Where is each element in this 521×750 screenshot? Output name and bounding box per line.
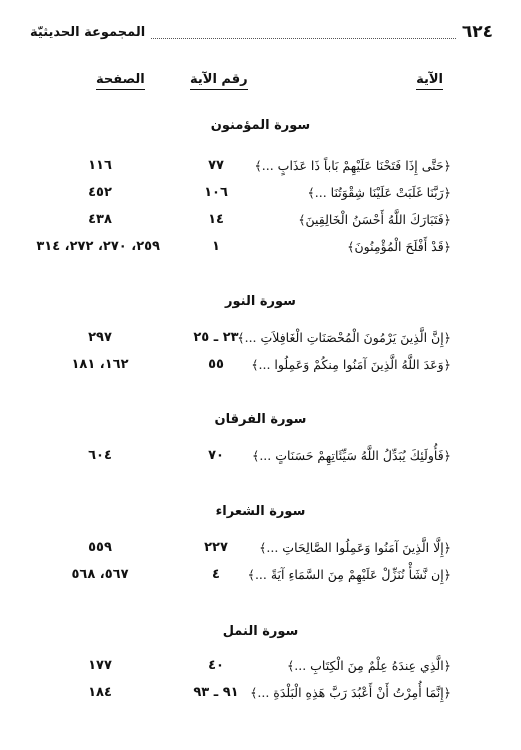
ayah-number: ١	[212, 239, 220, 254]
page-reference: ١٦٢، ١٨١	[71, 357, 129, 372]
page-reference: ٤٥٢	[88, 185, 112, 200]
table-row	[0, 330, 521, 357]
surah-section	[0, 412, 521, 475]
ayah-number: ٤٠	[208, 658, 224, 673]
surah-title: سورة الشعراء	[215, 504, 306, 519]
table-row	[0, 212, 521, 239]
page-reference: ٢٩٧	[88, 330, 112, 345]
ayah-number: ١٠٦	[204, 185, 228, 200]
verse-text: ﴿إِنَّمَا أُمِرْتُ أَنْ أَعْبُدَ رَبَّ هَذِهِ الْبَلْدَةِ ...﴾	[250, 685, 451, 700]
surah-section	[0, 118, 521, 266]
verse-text: ﴿فَتَبَارَكَ اللَّهُ أَحْسَنُ الْخَالِقِينَ﴾	[298, 212, 451, 227]
table-row	[0, 239, 521, 266]
table-row	[0, 448, 521, 475]
ayah-number: ٤	[212, 567, 220, 582]
page-reference: ١٧٧	[88, 658, 112, 673]
surah-title: سورة المؤمنون	[210, 118, 311, 133]
page-reference: ٤٣٨	[88, 212, 112, 227]
page-reference: ١١٦	[88, 158, 112, 173]
dotted-leader	[151, 26, 456, 39]
table-row	[0, 158, 521, 185]
table-row	[0, 685, 521, 712]
page-number: ٦٢٤	[461, 22, 493, 42]
page-reference: ١٨٤	[88, 685, 112, 700]
table-row	[0, 357, 521, 384]
verse-text: ﴿حَتَّى إِذَا فَتَحْنَا عَلَيْهِمْ بَاباً ذَا عَذَابٍ ...﴾	[254, 158, 451, 173]
ayah-number: ١٤	[208, 212, 224, 227]
verse-text: ﴿إِلَّا الَّذِينَ آمَنُوا وَعَمِلُوا الصَّالِحَاتِ ...﴾	[259, 540, 451, 555]
surah-title: سورة الفرقان	[214, 412, 307, 427]
page-reference: ٥٦٧، ٥٦٨	[71, 567, 129, 582]
verse-text: ﴿فَأُولَئِكَ يُبَدِّلُ اللَّهُ سَيِّئَاتِهِمْ حَسَنَاتٍ ...﴾	[252, 448, 451, 463]
ayah-number: ٢٢٧	[204, 540, 228, 555]
surah-section	[0, 294, 521, 384]
running-head	[30, 20, 493, 44]
ayah-number: ٢٣ ـ ٢٥	[193, 330, 239, 345]
table-row	[0, 567, 521, 594]
verse-text: ﴿إِن نَّشَأْ نُنَزِّلْ عَلَيْهِمْ مِنَ السَّمَاءِ آيَةً ...﴾	[247, 567, 451, 582]
verse-text: ﴿وَعَدَ اللَّهُ الَّذِينَ آمَنُوا مِنكُمْ وَعَمِلُوا ...﴾	[251, 357, 451, 372]
table-row	[0, 540, 521, 567]
column-header-verse: الآية	[416, 72, 443, 90]
running-title: المجموعة الحديثيّة	[30, 24, 146, 40]
ayah-number: ٧٠	[208, 448, 224, 463]
table-row	[0, 658, 521, 685]
surah-title: سورة النور	[225, 294, 296, 309]
page-reference: ٥٥٩	[88, 540, 112, 555]
surah-section	[0, 504, 521, 594]
surah-section	[0, 624, 521, 712]
verse-text: ﴿رَبَّنَا غَلَبَتْ عَلَيْنَا شِقْوَتُنَا ...﴾	[307, 185, 451, 200]
table-row	[0, 185, 521, 212]
surah-title: سورة النمل	[222, 624, 299, 639]
ayah-number: ٧٧	[208, 158, 224, 173]
verse-text: ﴿إِنَّ الَّذِينَ يَرْمُونَ الْمُحْصَنَاتِ الْغَافِلاَتِ ...﴾	[237, 330, 451, 345]
verse-text: ﴿الَّذِي عِندَهُ عِلْمٌ مِنَ الْكِتَابِ ...﴾	[286, 658, 451, 673]
column-header-page: الصفحة	[96, 72, 145, 90]
column-header-ayah-number: رقم الآية	[190, 72, 248, 90]
verse-text: ﴿قَدْ أَفْلَحَ الْمُؤْمِنُونَ﴾	[347, 239, 451, 254]
page-reference: ٢٥٩، ٢٧٠، ٢٧٢، ٣١٤	[36, 239, 160, 254]
ayah-number: ٩١ ـ ٩٣	[193, 685, 239, 700]
page-reference: ٦٠٤	[88, 448, 112, 463]
ayah-number: ٥٥	[208, 357, 224, 372]
